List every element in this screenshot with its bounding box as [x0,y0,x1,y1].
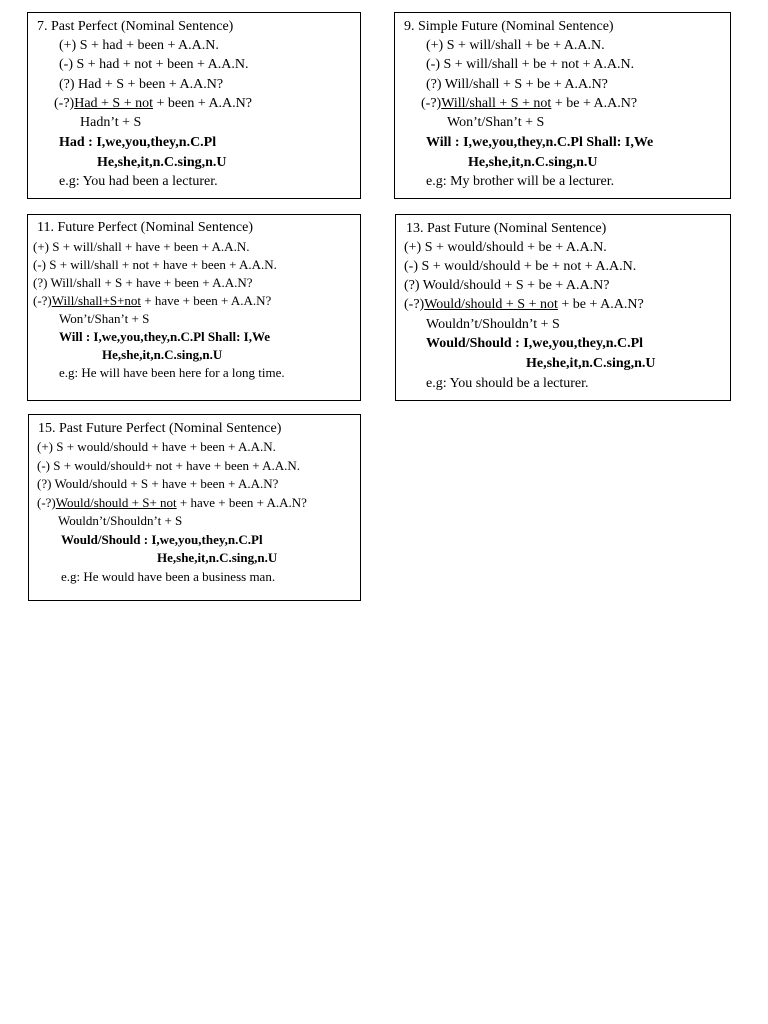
neg-question-prefix: (-?) [33,293,52,308]
card-title: 7. Past Perfect (Nominal Sentence) [37,19,234,34]
contraction: Won’t/Shan’t + S [59,311,150,326]
negative-formula: (-) S + will/shall + not + have + been + A.A.N. [33,257,277,272]
card-future-perfect [27,214,361,401]
negative-question-formula [421,96,637,112]
positive-formula: (+) S + had + been + A.A.N. [59,38,219,53]
neg-question-underlined: Will/shall + S + not [441,96,552,111]
neg-question-prefix: (-?) [404,297,425,312]
card-simple-future [394,12,731,199]
subjects-line-2: He,she,it,n.C.sing,n.U [97,155,227,170]
example: e.g: My brother will be a lecturer. [426,174,615,189]
neg-question-underlined: Would/should + S + not [424,297,558,312]
positive-formula: (+) S + will/shall + be + A.A.N. [426,38,605,53]
card-title: 9. Simple Future (Nominal Sentence) [404,19,614,34]
question-formula: (?) Will/shall + S + be + A.A.N? [426,77,608,92]
positive-formula: (+) S + would/should + have + been + A.A.N. [37,439,276,454]
question-formula: (?) Had + S + been + A.A.N? [59,77,224,92]
example: e.g: He would have been a business man. [61,569,276,584]
subjects-line-1: Will : I,we,you,they,n.C.Pl Shall: I,We [59,329,271,344]
negative-question-formula [33,293,271,309]
negative-formula: (-) S + would/should+ not + have + been + A.A.N. [37,458,301,473]
example: e.g: You should be a lecturer. [426,376,589,391]
card-title: 15. Past Future Perfect (Nominal Sentence) [38,421,282,436]
neg-question-underlined: Had + S + not [74,96,153,111]
neg-question-prefix: (-?) [421,96,442,111]
contraction: Won’t/Shan’t + S [447,115,545,130]
subjects-line-1: Will : I,we,you,they,n.C.Pl Shall: I,We [426,135,654,150]
subjects-line-2: He,she,it,n.C.sing,n.U [102,347,223,362]
subjects-line-2: He,she,it,n.C.sing,n.U [157,550,278,565]
neg-question-rest: + been + A.A.N? [153,96,252,111]
neg-question-rest: + be + A.A.N? [557,297,644,312]
neg-question-underlined: Would/should + S+ not [55,495,177,510]
card-past-perfect [27,12,361,199]
neg-question-underlined: Will/shall+S+not [51,293,142,308]
negative-question-formula [404,297,644,313]
subjects-line-2: He,she,it,n.C.sing,n.U [468,155,598,170]
negative-question-formula [37,495,307,511]
negative-formula: (-) S + would/should + be + not + A.A.N. [404,259,637,274]
question-formula: (?) Would/should + S + have + been + A.A.N? [37,476,279,491]
question-formula: (?) Will/shall + S + have + been + A.A.N? [33,275,253,290]
positive-formula: (+) S + would/should + be + A.A.N. [404,240,607,255]
subjects-line-2: He,she,it,n.C.sing,n.U [526,356,656,371]
question-formula: (?) Would/should + S + be + A.A.N? [404,278,610,293]
neg-question-prefix: (-?) [54,96,75,111]
card-title: 11. Future Perfect (Nominal Sentence) [37,220,254,235]
negative-question-formula [54,96,252,112]
subjects-line-1: Would/Should : I,we,you,they,n.C.Pl [426,336,644,351]
card-past-future [395,214,731,401]
subjects-line-1: Would/Should : I,we,you,they,n.C.Pl [61,532,263,547]
contraction: Wouldn’t/Shouldn’t + S [58,513,183,528]
example: e.g: He will have been here for a long time. [59,365,285,380]
positive-formula: (+) S + will/shall + have + been + A.A.N. [33,239,250,254]
neg-question-rest: + have + been + A.A.N? [176,495,307,510]
neg-question-rest: + have + been + A.A.N? [141,293,272,308]
example: e.g: You had been a lecturer. [59,174,218,189]
card-past-future-perfect [28,414,361,601]
negative-formula: (-) S + had + not + been + A.A.N. [59,57,249,72]
neg-question-prefix: (-?) [37,495,56,510]
negative-formula: (-) S + will/shall + be + not + A.A.N. [426,57,635,72]
contraction: Hadn’t + S [80,115,142,130]
contraction: Wouldn’t/Shouldn’t + S [426,317,560,332]
neg-question-rest: + be + A.A.N? [551,96,638,111]
card-title: 13. Past Future (Nominal Sentence) [406,221,607,236]
subjects-line-1: Had : I,we,you,they,n.C.Pl [59,135,217,150]
